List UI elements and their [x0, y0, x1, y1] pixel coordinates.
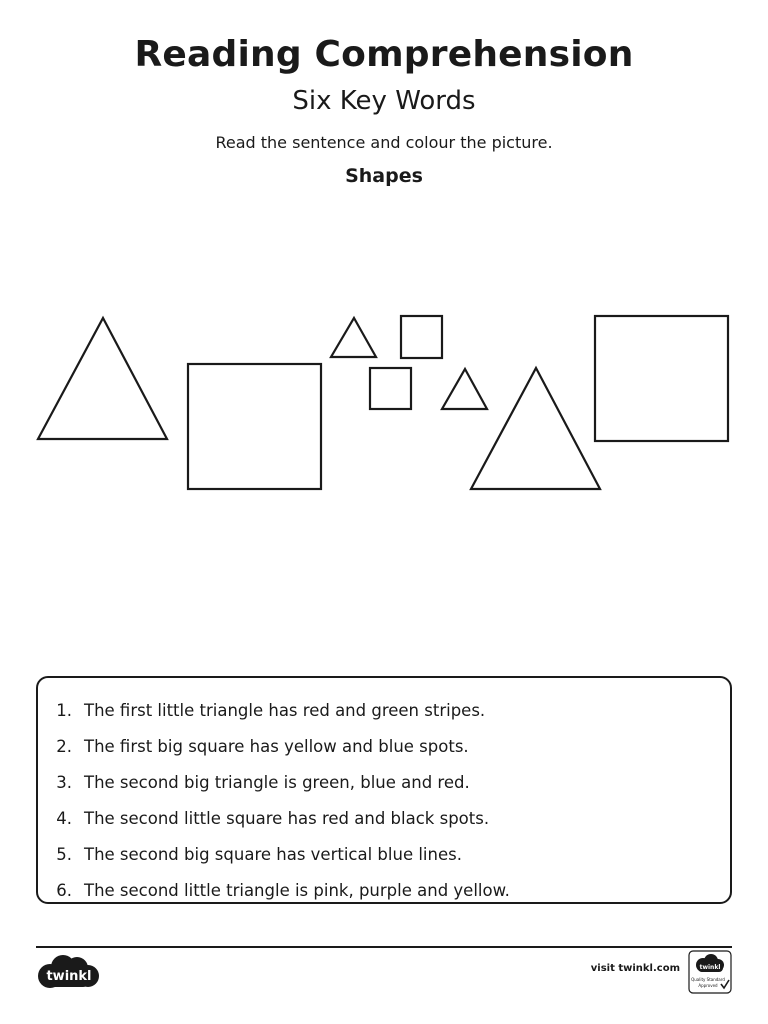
sentence-text: The second little square has red and black spots. — [84, 808, 490, 828]
little-triangle-2[interactable] — [442, 369, 487, 409]
sentence-text: The first big square has yellow and blue spots. — [84, 736, 469, 756]
big-square-2[interactable] — [595, 316, 728, 441]
sentence-number: 1. — [56, 700, 72, 720]
badge-brand-text: twinkl — [699, 964, 721, 971]
footer-divider — [36, 946, 732, 948]
page-title: Reading Comprehension — [134, 34, 634, 75]
quality-badge — [688, 950, 732, 994]
sentence-item — [38, 728, 730, 764]
badge-line2: Approved — [698, 983, 718, 988]
sentence-number: 4. — [56, 808, 72, 828]
badge-line1: Quality Standard — [691, 977, 725, 982]
sentence-item — [38, 872, 730, 908]
logo-text: twinkl — [46, 969, 92, 984]
big-triangle-1[interactable] — [38, 318, 167, 439]
sentence-number: 2. — [56, 736, 72, 756]
sentence-number: 6. — [56, 880, 72, 900]
sentence-text: The first little triangle has red and green stripes. — [84, 700, 486, 720]
big-square-1[interactable] — [188, 364, 321, 489]
sentence-text: The second little triangle is pink, purple and yellow. — [84, 880, 510, 900]
sentence-number: 5. — [56, 844, 72, 864]
twinkl-logo[interactable] — [36, 952, 100, 992]
visit-link[interactable]: visit twinkl.com — [590, 963, 680, 974]
little-square-2[interactable] — [370, 368, 411, 409]
sentence-item — [38, 836, 730, 872]
page-subtitle: Six Key Words — [292, 86, 476, 116]
sentence-text: The second big square has vertical blue lines. — [84, 844, 462, 864]
sentence-list — [38, 692, 730, 908]
little-square-1[interactable] — [401, 316, 442, 358]
little-triangle-1[interactable] — [331, 318, 376, 357]
big-triangle-2[interactable] — [471, 368, 600, 489]
sentence-item — [38, 764, 730, 800]
topic-heading: Shapes — [345, 165, 423, 187]
sentence-number: 3. — [56, 772, 72, 792]
sentence-item — [38, 800, 730, 836]
sentence-box — [36, 676, 732, 904]
sentence-item — [38, 692, 730, 728]
sentence-text: The second big triangle is green, blue and red. — [84, 772, 470, 792]
instruction-text: Read the sentence and colour the picture. — [215, 133, 553, 152]
